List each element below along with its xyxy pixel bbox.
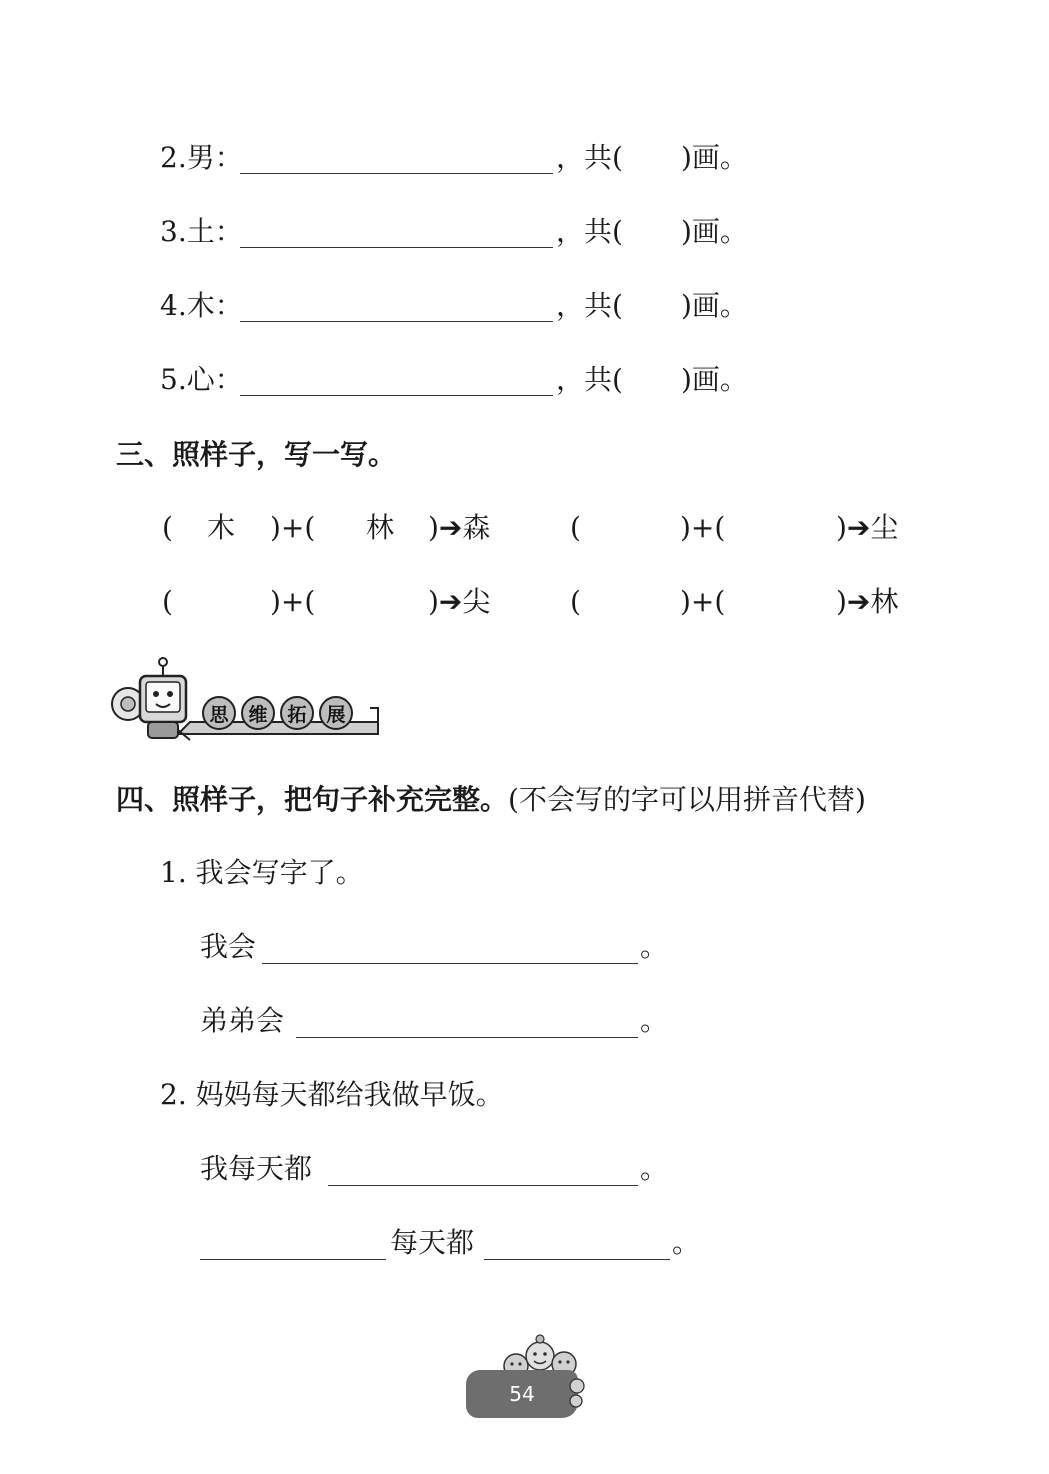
paren-open: ( — [162, 585, 173, 618]
item-label: 2.男： — [160, 141, 243, 174]
plus-sign: )+( — [270, 511, 316, 544]
item-suffix: ，共( — [556, 141, 623, 174]
paren-open: ( — [570, 585, 581, 618]
banner-char: 拓 — [280, 696, 314, 730]
q1-line1-prefix: 我会 — [200, 930, 257, 963]
item-end: )画。 — [681, 363, 748, 396]
item-end: )画。 — [681, 289, 748, 322]
section-banner — [108, 652, 388, 744]
item-suffix: ，共( — [556, 215, 623, 248]
answer-line[interactable] — [484, 1259, 670, 1260]
answer-line[interactable] — [240, 173, 553, 174]
banner-char: 维 — [241, 696, 275, 730]
item-end: )画。 — [681, 215, 748, 248]
answer-line[interactable] — [240, 247, 553, 248]
plus-sign: )+( — [680, 511, 726, 544]
item-suffix: ，共( — [556, 289, 623, 322]
item-label: 5.心： — [160, 363, 243, 396]
period: 。 — [672, 1226, 701, 1259]
plus-sign: )+( — [270, 585, 316, 618]
section4-note: (不会写的字可以用拼音代替) — [508, 783, 866, 816]
result-char: )➔尘 — [836, 511, 899, 544]
item-end: )画。 — [681, 141, 748, 174]
answer-line[interactable] — [200, 1259, 386, 1260]
result-char: )➔森 — [428, 511, 491, 544]
item-label: 4.木： — [160, 289, 243, 322]
question-1-prompt: 1. 我会写字了。 — [160, 856, 364, 889]
result-char: )➔林 — [836, 585, 899, 618]
paren-open: ( — [162, 511, 173, 544]
q1-line2-prefix: 弟弟会 — [200, 1004, 285, 1037]
kid-hand-icon — [566, 1376, 588, 1410]
component-b[interactable]: 林 — [366, 511, 395, 544]
banner-char: 思 — [202, 696, 236, 730]
result-char: )➔尖 — [428, 585, 491, 618]
item-suffix: ，共( — [556, 363, 623, 396]
q2-line2-middle: 每天都 — [390, 1226, 475, 1259]
answer-line[interactable] — [240, 321, 553, 322]
section4-title: 四、照样子，把句子补充完整。 — [116, 783, 509, 816]
period: 。 — [640, 1152, 669, 1185]
page-number: 54 — [466, 1370, 578, 1418]
paren-open: ( — [570, 511, 581, 544]
period: 。 — [640, 930, 669, 963]
answer-line[interactable] — [262, 963, 638, 964]
q2-line1-prefix: 我每天都 — [200, 1152, 313, 1185]
item-label: 3.土： — [160, 215, 243, 248]
banner-char: 展 — [319, 696, 353, 730]
section4-heading — [116, 782, 866, 818]
section3-heading: 三、照样子，写一写。 — [116, 438, 397, 471]
answer-line[interactable] — [240, 395, 553, 396]
answer-line[interactable] — [328, 1185, 638, 1186]
question-2-prompt: 2. 妈妈每天都给我做早饭。 — [160, 1078, 504, 1111]
plus-sign: )+( — [680, 585, 726, 618]
period: 。 — [640, 1004, 669, 1037]
component-a[interactable]: 木 — [207, 511, 236, 544]
answer-line[interactable] — [296, 1037, 638, 1038]
